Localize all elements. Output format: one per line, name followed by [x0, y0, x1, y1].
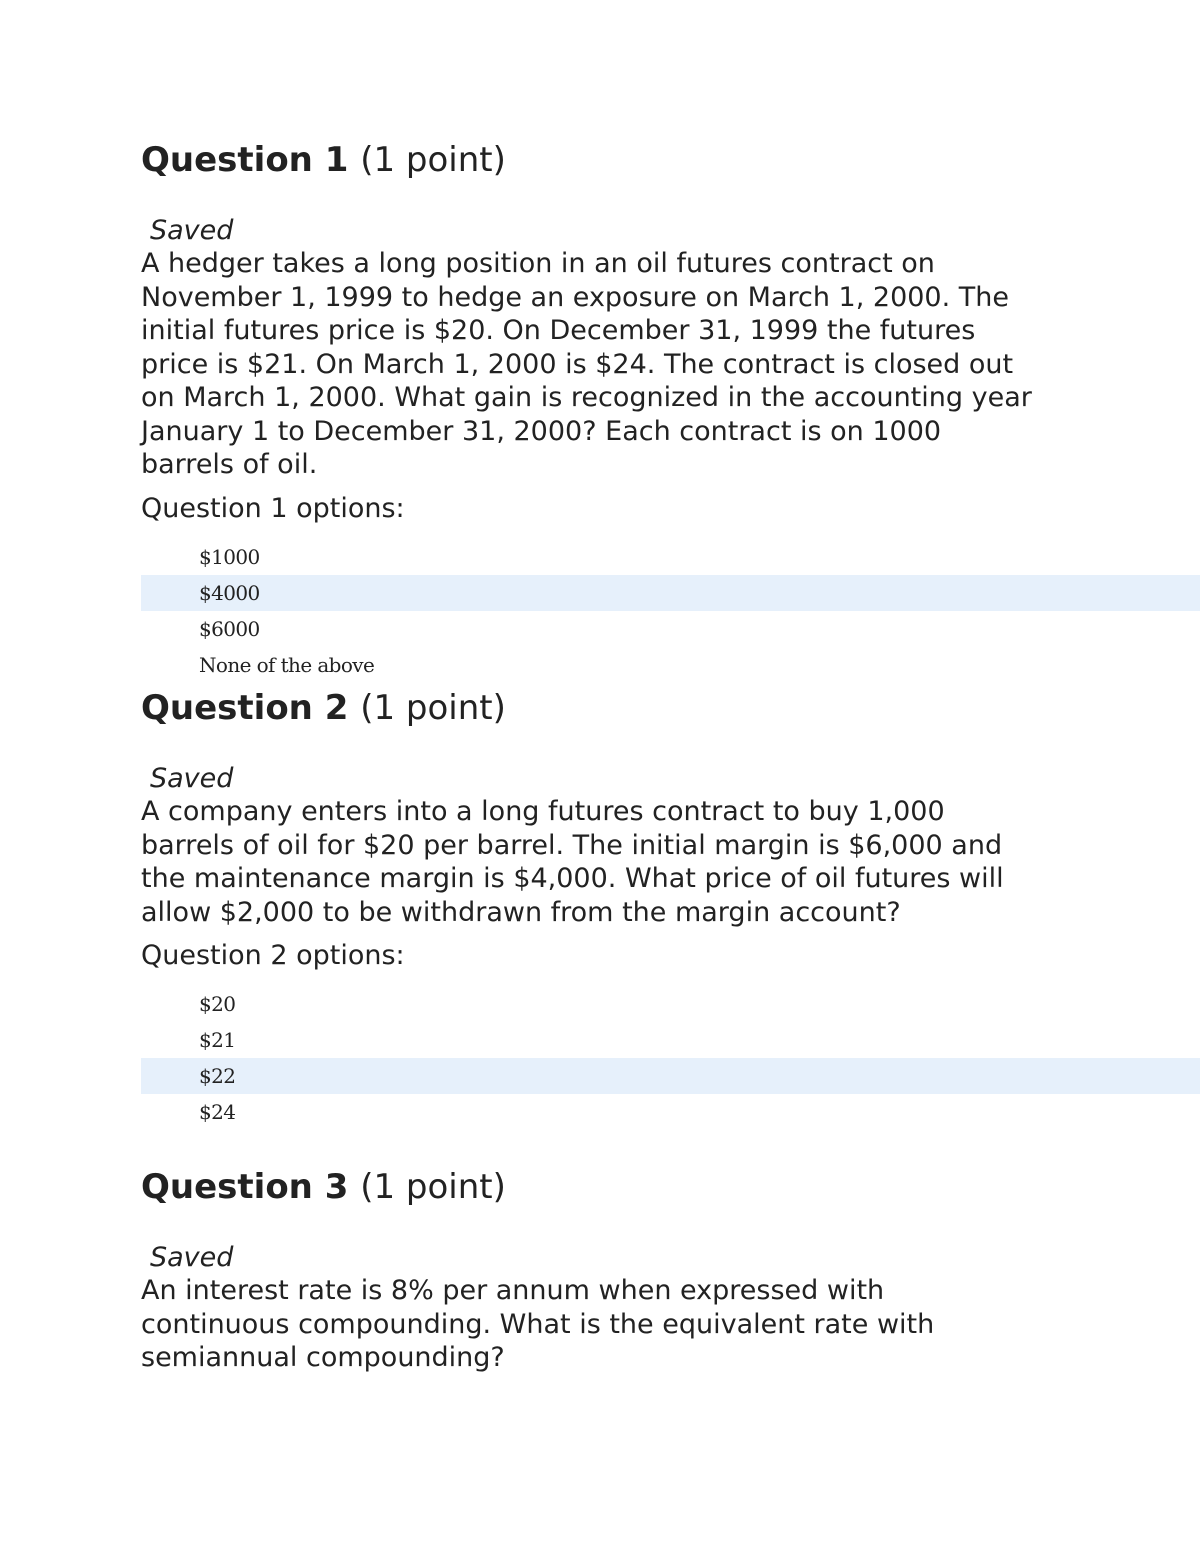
question-1-saved-status: Saved [150, 215, 234, 246]
question-3-heading [141, 1165, 1200, 1209]
question-1-option-2[interactable]: $4000 [141, 575, 1200, 611]
question-2-options [141, 986, 1200, 1130]
question-1 [141, 138, 1200, 683]
question-1-option-3[interactable]: $6000 [199, 616, 260, 641]
question-2-option-3[interactable]: $22 [141, 1058, 1200, 1094]
question-2-options-label: Question 2 options: [141, 940, 405, 971]
question-2-text: A company enters into a long futures contract to buy 1,000 barrels of oil for $20 per barrel. The initial margin is $6,000 and the maintenance margin is $4,000. What price of oil futures will allow $2,000 to be withdrawn from the margin account? [141, 796, 1004, 928]
question-2-points: (1 point) [360, 688, 506, 728]
question-3-saved-status: Saved [150, 1242, 234, 1273]
question-1-text: A hedger takes a long position in an oil futures contract on November 1, 1999 to hedge an exposure on March 1, 2000. The initial futures price is $20. On December 31, 1999 the futures price is $21. On March 1, 2000 is $24. The contract is closed out on March 1, 2000. What gain is recognized in the accounting year January 1 to December 31, 2000? Each contract is on 1000 barrels of oil. [141, 248, 1032, 480]
question-3-number: Question 3 [141, 1167, 349, 1207]
question-2-option-4[interactable]: $24 [199, 1100, 236, 1124]
question-2 [141, 686, 1200, 1130]
question-2-option-1[interactable]: $20 [199, 992, 236, 1016]
question-3 [141, 1165, 1200, 1375]
question-1-points: (1 point) [360, 140, 506, 180]
question-1-options-label: Question 1 options: [141, 492, 405, 524]
question-3-points: (1 point) [360, 1167, 506, 1207]
question-2-option-2[interactable]: $21 [199, 1028, 236, 1052]
question-2-heading [141, 686, 1200, 730]
question-1-option-4[interactable]: None of the above [199, 652, 375, 677]
question-1-heading [141, 138, 1200, 182]
question-1-options [141, 539, 1200, 683]
question-2-saved-status: Saved [150, 763, 234, 794]
question-2-number: Question 2 [141, 688, 349, 728]
question-1-option-1[interactable]: $1000 [199, 544, 260, 569]
question-3-text: An interest rate is 8% per annum when expressed with continuous compounding. What is the equivalent rate with semiannual compounding? [141, 1275, 935, 1373]
question-1-number: Question 1 [141, 140, 349, 180]
